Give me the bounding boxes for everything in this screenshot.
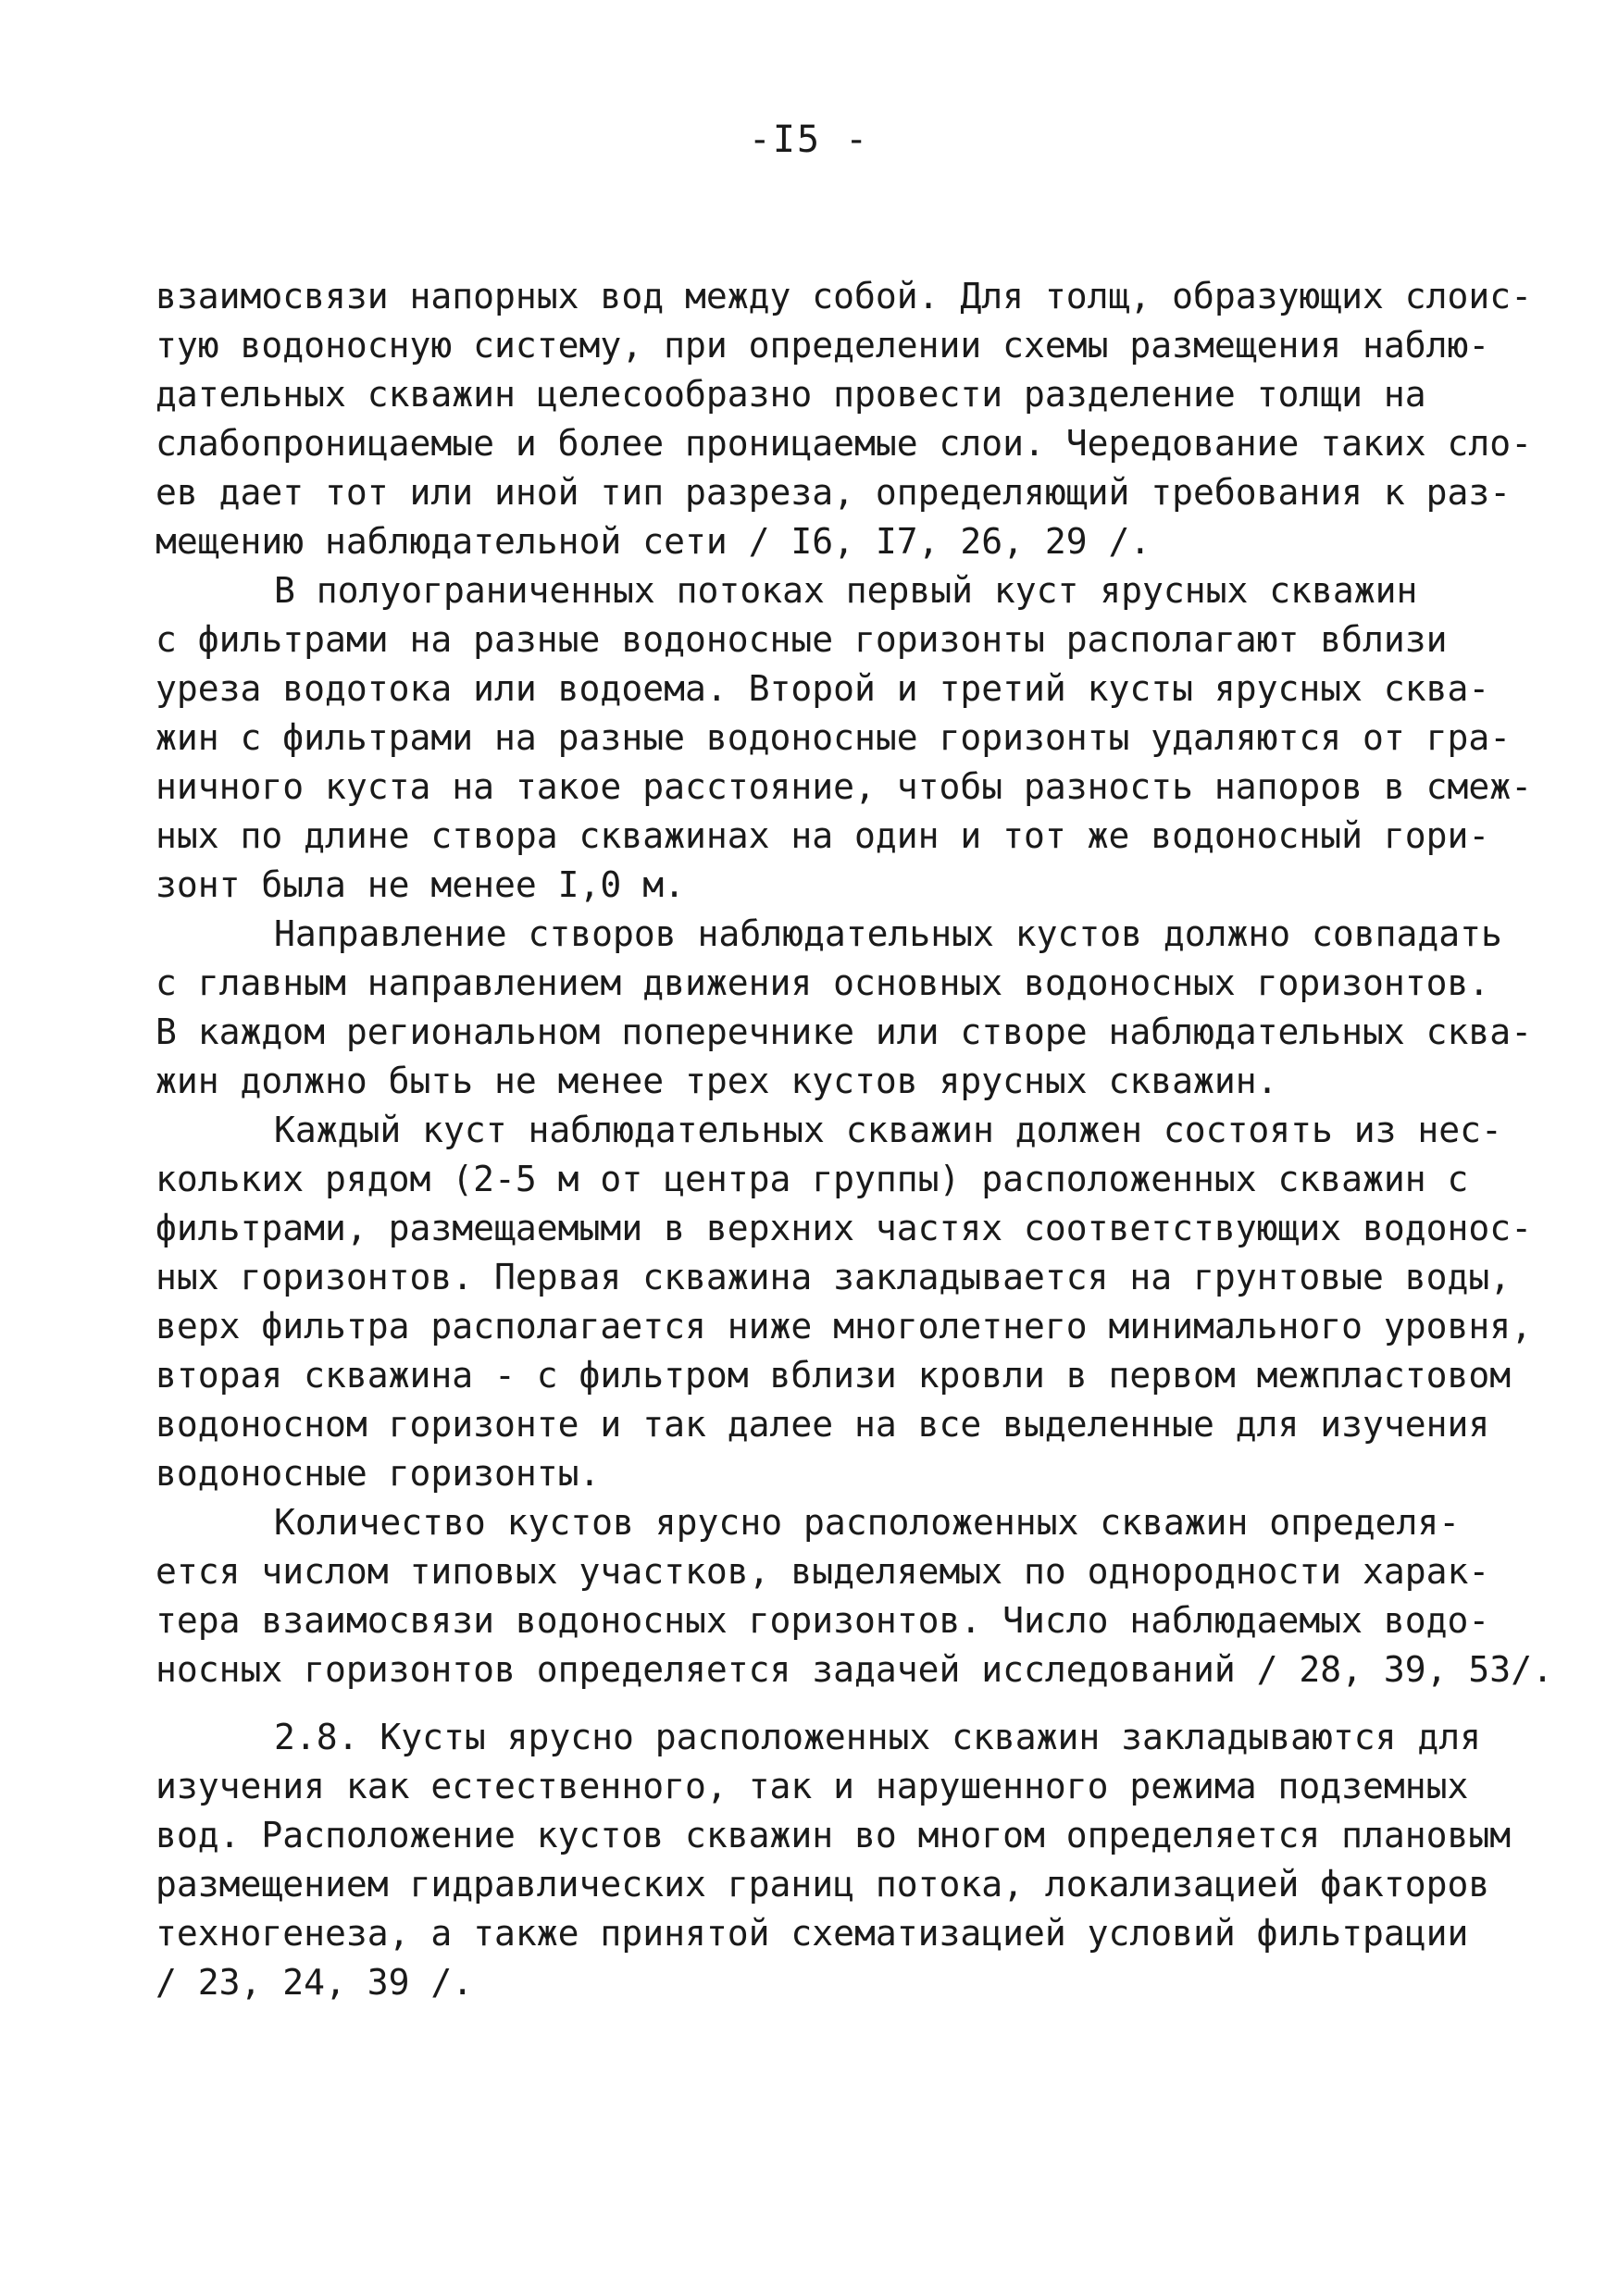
paragraph xyxy=(156,272,1533,566)
text-line: водоносные горизонты. xyxy=(156,1453,601,1494)
text-line: слабопроницаемые и более проницаемые слои. Чередование таких сло- xyxy=(156,423,1533,464)
paragraph xyxy=(156,566,1533,910)
paragraph xyxy=(156,1498,1553,1694)
text-line: В каждом региональном поперечнике или створе наблюдательных сква- xyxy=(156,1011,1533,1052)
text-line: ных по длине створа скважинах на один и тот же водоносный гори- xyxy=(156,815,1490,856)
text-line: 2.8. Кусты ярусно расположенных скважин закладываются для xyxy=(274,1717,1482,1757)
paragraph xyxy=(156,1106,1533,1498)
text-line: с главным направлением движения основных водоносных горизонтов. xyxy=(156,962,1490,1003)
page-number: -I5 - xyxy=(748,118,870,161)
text-line: жин с фильтрами на разные водоносные горизонты удаляются от гра- xyxy=(156,717,1512,758)
text-line: фильтрами, размещаемыми в верхних частях соответствующих водонос- xyxy=(156,1208,1533,1248)
text-line: В полуограниченных потоках первый куст ярусных скважин xyxy=(274,570,1418,611)
text-line: вод. Расположение кустов скважин во многом определяется плановым xyxy=(156,1815,1512,1855)
text-line: изучения как естественного, так и нарушенного режима подземных xyxy=(156,1766,1469,1806)
text-line: ев дает тот или иной тип разреза, определяющий требования к раз- xyxy=(156,472,1512,513)
text-line: размещением гидравлических границ потока, локализацией факторов xyxy=(156,1864,1490,1905)
text-line: тую водоносную систему, при определении схемы размещения наблю- xyxy=(156,325,1490,366)
text-line: / 23, 24, 39 /. xyxy=(156,1962,474,2003)
paragraph xyxy=(156,1713,1512,2007)
text-line: жин должно быть не менее трех кустов ярусных скважин. xyxy=(156,1061,1278,1101)
paragraph xyxy=(156,910,1533,1106)
text-line: Количество кустов ярусно расположенных скважин определя- xyxy=(274,1502,1461,1543)
text-line: кольких рядом (2-5 м от центра группы) расположенных скважин с xyxy=(156,1159,1469,1199)
text-line: уреза водотока или водоема. Второй и третий кусты ярусных сква- xyxy=(156,668,1490,709)
text-line: Направление створов наблюдательных кустов должно совпадать xyxy=(274,913,1502,954)
text-line: верх фильтра располагается ниже многолетнего минимального уровня, xyxy=(156,1306,1533,1347)
text-line: ничного куста на такое расстояние, чтобы разность напоров в смеж- xyxy=(156,766,1533,807)
text-line: мещению наблюдательной сети / I6, I7, 26, 29 /. xyxy=(156,521,1151,562)
text-line: ется числом типовых участков, выделяемых по однородности харак- xyxy=(156,1551,1490,1592)
text-line: с фильтрами на разные водоносные горизонты располагают вблизи xyxy=(156,619,1448,660)
text-line: водоносном горизонте и так далее на все выделенные для изучения xyxy=(156,1404,1490,1445)
text-line: вторая скважина - с фильтром вблизи кровли в первом межпластовом xyxy=(156,1355,1512,1396)
text-line: дательных скважин целесообразно провести разделение толщи на xyxy=(156,374,1426,415)
text-line: тера взаимосвязи водоносных горизонтов. Число наблюдаемых водо- xyxy=(156,1600,1490,1641)
text-line: техногенеза, а также принятой схематизацией условий фильтрации xyxy=(156,1913,1469,1954)
text-line: носных горизонтов определяется задачей исследований / 28, 39, 53/. xyxy=(156,1649,1553,1690)
text-line: зонт была не менее I,0 м. xyxy=(156,864,685,905)
text-line: ных горизонтов. Первая скважина закладывается на грунтовые воды, xyxy=(156,1257,1512,1297)
text-line: взаимосвязи напорных вод между собой. Для толщ, образующих слоис- xyxy=(156,276,1533,316)
text-line: Каждый куст наблюдательных скважин должен состоять из нес- xyxy=(274,1110,1502,1150)
document-body xyxy=(156,272,1553,2007)
